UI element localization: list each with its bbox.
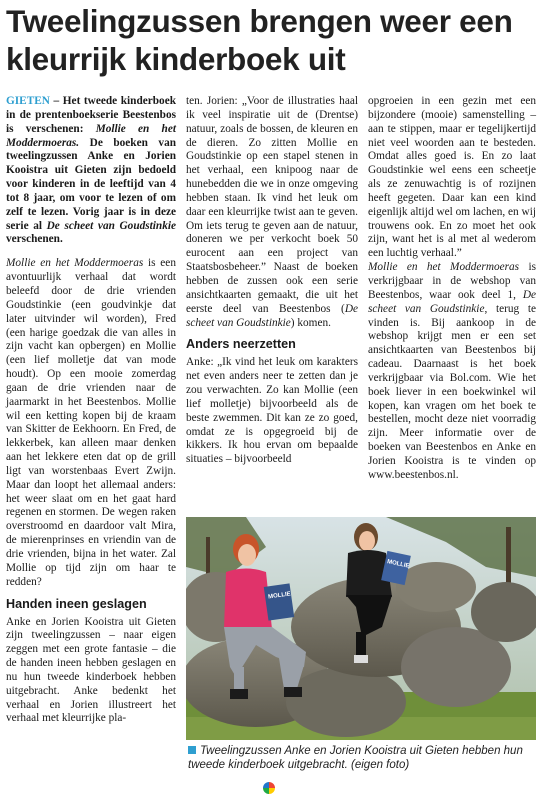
authors-paragraph: Anke en Jorien Kooistra uit Gieten zijn tweelingzussen – naar eigen zeggen met een grote fantasie – die de handen ineen hebben geslagen en nu hun tweede kinderboek hebben uitgebracht. Anke bedenkt het verhaal en Jorien illustreert het verhaal met kleurrijke pla-	[6, 615, 176, 725]
intro-text-b: De boeken van tweelingzussen Anke en Jorien Kooistra uit Gieten zijn bedoeld voor kinderen in de leeftijd van 4 tot 8 jaar, om voor te lezen of om zelf te lezen. Vorig jaar is in deze serie al	[6, 136, 176, 232]
intro-book-title: Mollie en het Moddermoeras.	[6, 122, 176, 149]
characters-paragraph: Anke: „Ik vind het leuk om karakters net even anders neer te zetten dan je zou verwachten. Zo kan Mollie (een lief molletje) bijvoorbeeld als de beste zwemmen. Dit kan ze zo goed, omdat ze is opgegroeid bij de kikkers. Ik hou ervan om bepaalde situaties – bijvoorbeeld	[186, 356, 358, 466]
story-book-title: Mollie en het Moddermoeras	[6, 257, 144, 270]
upbringing-paragraph: opgroeien in een gezin met een bijzondere (mooie) samenstelling – aan te stippen, maar er tegelijkertijd niet veel woorden aan te besteden. Omdat alles goed is. En zo laat Goudstinkie wel eens een scheetje als ze zenuwachtig is of rozijnen heeft gegeten. Daar kan een kind eigenlijk altijd wel om lachen, en wij trouwens ook. En zo moet het ook zijn, want het is al met al wederom een luchtig verhaal.”	[368, 95, 536, 260]
availability-text-a: is verkrijgbaar in de webshop van Beestenbos, waar ook deel 1,	[368, 261, 536, 301]
story-paragraph	[6, 257, 176, 589]
availability-paragraph	[368, 261, 536, 483]
book-cover-text-right: MOLLIE	[386, 559, 410, 570]
caption-marker	[188, 746, 196, 754]
intro-text-c: verschenen.	[6, 233, 63, 246]
article-column-1	[6, 95, 176, 726]
caption-text: Tweelingzussen Anke en Jorien Kooistra uit Gieten hebben hun tweede kinderboek uitgebracht. (eigen foto)	[188, 745, 523, 771]
article-column-3	[368, 95, 536, 483]
article-photo	[186, 517, 536, 740]
color-wheel-icon	[263, 782, 275, 794]
illustration-text-a: ten. Jorien: „Voor de illustraties haal ik veel inspiratie uit de (Drentse) natuur, zoals de bossen, de kleuren en de dieren. Zo zitten Mollie en Goudstinkie op een stapel stenen in het verhaal, een knipoog naar de hunebedden die we in onze omgeving hebben staan. Ik vind het leuk om daar een kleurrijke twist aan te geven. Om iets terug te geven aan de natuur, doneren we per verkocht boek 50 eurocent aan een project van Staatsbosbeheer.” Naast de boeken hebben de zussen ook een serie ansichtkaarten gemaakt, die uit het eerste deel van Beestenbos (	[186, 95, 358, 315]
intro-text-a: – Het tweede kinderboek in de prentenboekserie Beestenbos is verschenen:	[6, 95, 176, 135]
subheading-anders: Anders neerzetten	[186, 337, 296, 352]
illustration-paragraph	[186, 95, 358, 330]
headline: Tweelingzussen brengen weer een kleurrijk kinderboek uit	[6, 3, 513, 77]
illustration-book-title: De scheet van Goudstinkie	[186, 302, 358, 329]
dateline-place: GIETEN	[6, 95, 50, 107]
illustration-text-b: ) komen.	[290, 316, 331, 329]
intro-series-title: De scheet van Goudstinkie	[46, 219, 177, 232]
intro-paragraph	[6, 95, 176, 247]
availability-book-title: Mollie en het Moddermoeras	[368, 261, 520, 274]
book-cover-text-left: MOLLIE	[267, 591, 292, 601]
photo-caption	[188, 744, 536, 772]
story-text: is een avontuurlijk verhaal dat wordt beleefd door de drie vrienden Goudstinkie (een goudvinkje dat later uitvinder wil worden), Fred (een harige goedzak die van alles in zijn vacht kan opbergen) en Mollie (een lief molletje dat van mode houdt). Op een mooie zomerdag gaan de drie vrienden naar de jaarmarkt in het Beestenbos. Mollie wil een ketting kopen bij de kraam van Skitter de Eekhoorn. En Fred, de lekkerbek, kan alleen maar denken aan het lekkere eten dat op de grill ligt van worstenbaas Evert Zwijn. Maar dan loopt het allemaal anders: het weer slaat om en het gaat hard regenen en stormen. De wegen raken overstroomd en daardoor valt Mira, de mierenprinses en vriendin van de drie vrienden, bijna in het water. Zal Mollie op tijd zijn om haar te redden?	[6, 257, 176, 588]
availability-book-title-2: De scheet van Goudstinkie	[368, 288, 536, 315]
photo-illustration	[186, 517, 536, 740]
subheading-handen: Handen ineen geslagen	[6, 596, 147, 611]
availability-text-b: , terug te vinden is. Bij aankoop in de webshop krijgt men er een set ansichtkaarten van Beestenbos bij cadeau. Daarnaast is het boek verkrijgbaar via Bol.com. Wie het boek liever in een boekwinkel wil kopen, kan vragen om het boek te bestellen, mocht deze niet voorradig zijn. Meer informatie over de boeken van Beestenbos en Anke en Jorien Kooistra is te vinden op www.beestenbos.nl.	[368, 302, 536, 481]
article-column-2	[186, 95, 358, 467]
